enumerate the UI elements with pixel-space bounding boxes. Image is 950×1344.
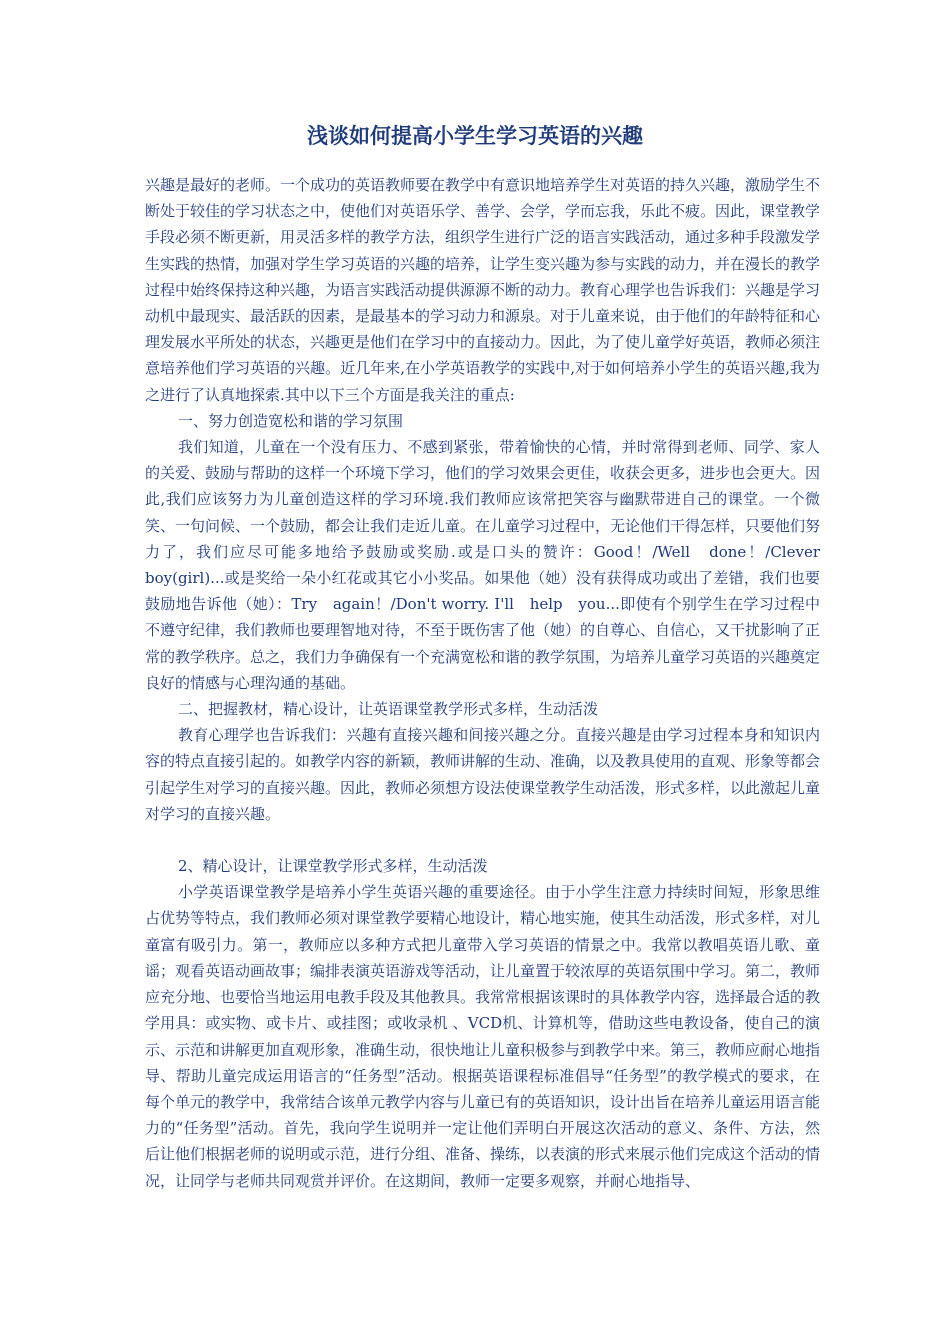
paragraph-section-2-2: 小学英语课堂教学是培养小学生英语兴趣的重要途径。由于小学生注意力持续时间短，形象思维占优势等特点，我们教师必须对课堂教学要精心地设计，精心地实施，使其生动活泼，形式多样，对儿童富有吸引力。第一，教师应以多种方式把儿童带入学习英语的情景之中。我常以教唱英语儿歌、童谣；观看英语动画故事；编排表演英语游戏等活动，让儿童置于较浓厚的英语氛围中学习。第二，教师应充分地、也要恰当地运用电教手段及其他教具。我常常根据该课时的具体教学内容，选择最合适的教学用具：或实物、或卡片、或挂图；或收录机 、VCD机、计算机等，借助这些电教设备，使自己的演示、示范和讲解更加直观形象，准确生动，很快地让儿童积极参与到教学中来。第三，教师应耐心地指导、帮助儿童完成运用语言的“任务型”活动。根据英语课程标准倡导“任务型”的教学模式的要求，在每个单元的教学中，我常结合该单元教学内容与儿童已有的英语知识，设计出旨在培养儿童运用语言能力的“任务型”活动。首先，我向学生说明并一定让他们弄明白开展这次活动的意义、条件、方法，然后让他们根据老师的说明或示范，进行分组、准备、操练，以表演的形式来展示他们完成这个活动的情况，让同学与老师共同观赏并评价。在这期间，教师一定要多观察，并耐心地指导、 — [145, 883, 821, 1190]
section-heading-2: 二、把握教材，精心设计，让英语课堂教学形式多样，生动活泼 — [178, 700, 599, 719]
document-title: 浅谈如何提高小学生学习英语的兴趣 — [307, 124, 643, 148]
paragraph-section-1: 我们知道，儿童在一个没有压力、不感到紧张，带着愉快的心情，并时常得到老师、同学、家人的关爱、鼓励与帮助的这样一个环境下学习，他们的学习效果会更佳，收获会更多，进步也会更大。因此,我们应该努力为儿童创造这样的学习环境.我们教师应该常把笑容与幽默带进自己的课堂。一个微笑、一句问候、一个鼓励，都会让我们走近儿童。在儿童学习过程中，无论他们干得怎样，只要他们努力了，我们应尽可能多地给予鼓励或奖励.或是口头的赞许：Good！/Well done！/Clever boy(girl)...或是奖给一朵小红花或其它小小奖品。如果他（她）没有获得成功或出了差错，我们也要鼓励地告诉他（她）：Try again！/Don't worry. I'll help you...即使有个别学生在学习过程中不遵守纪律，我们教师也要理智地对待，不至于既伤害了他（她）的自尊心、自信心，又干扰影响了正常的教学秩序。总之，我们力争确保有一个充满宽松和谐的教学氛围，为培养儿童学习英语的兴趣奠定良好的情感与心理沟通的基础。 — [145, 438, 836, 692]
section-heading-1: 一、努力创造宽松和谐的学习氛围 — [178, 411, 404, 430]
paragraph-section-2: 教育心理学也告诉我们：兴趣有直接兴趣和间接兴趣之分。直接兴趣是由学习过程本身和知识内容的特点直接引起的。如教学内容的新颖，教师讲解的生动、准确，以及教具使用的直观、形象等都会引起学生对学习的直接兴趣。因此，教师必须想方设法使课堂教学生动活泼，形式多样，以此激起儿童对学习的直接兴趣。 — [145, 726, 821, 823]
paragraph-intro: 兴趣是最好的老师。一个成功的英语教师要在教学中有意识地培养学生对英语的持久兴趣，激励学生不断处于较佳的学习状态之中，使他们对英语乐学、善学、会学，学而忘我，乐此不疲。因此，课堂教学手段必须不断更新，用灵活多样的教学方法，组织学生进行广泛的语言实践活动，通过多种手段激发学生实践的热情，加强对学生学习英语的兴趣的培养，让学生变兴趣为参与实践的动力，并在漫长的教学过程中始终保持这种兴趣，为语言实践活动提供源源不断的动力。教育心理学也告诉我们：兴趣是学习动机中最现实、最活跃的因素，是最基本的学习动力和源泉。对于儿童来说，由于他们的年龄特征和心理发展水平所处的状态，兴趣更是他们在学习中的直接动力。因此，为了使儿童学好英语，教师必须注意培养他们学习英语的兴趣。近几年来,在小学英语教学的实践中,对于如何培养小学生的英语兴趣,我为之进行了认真地探索.其中以下三个方面是我关注的重点: — [145, 176, 821, 404]
section-heading-2-2: 2、精心设计，让课堂教学形式多样，生动活泼 — [178, 857, 488, 876]
document-body — [145, 172, 836, 1194]
paragraph-gap — [145, 827, 820, 853]
